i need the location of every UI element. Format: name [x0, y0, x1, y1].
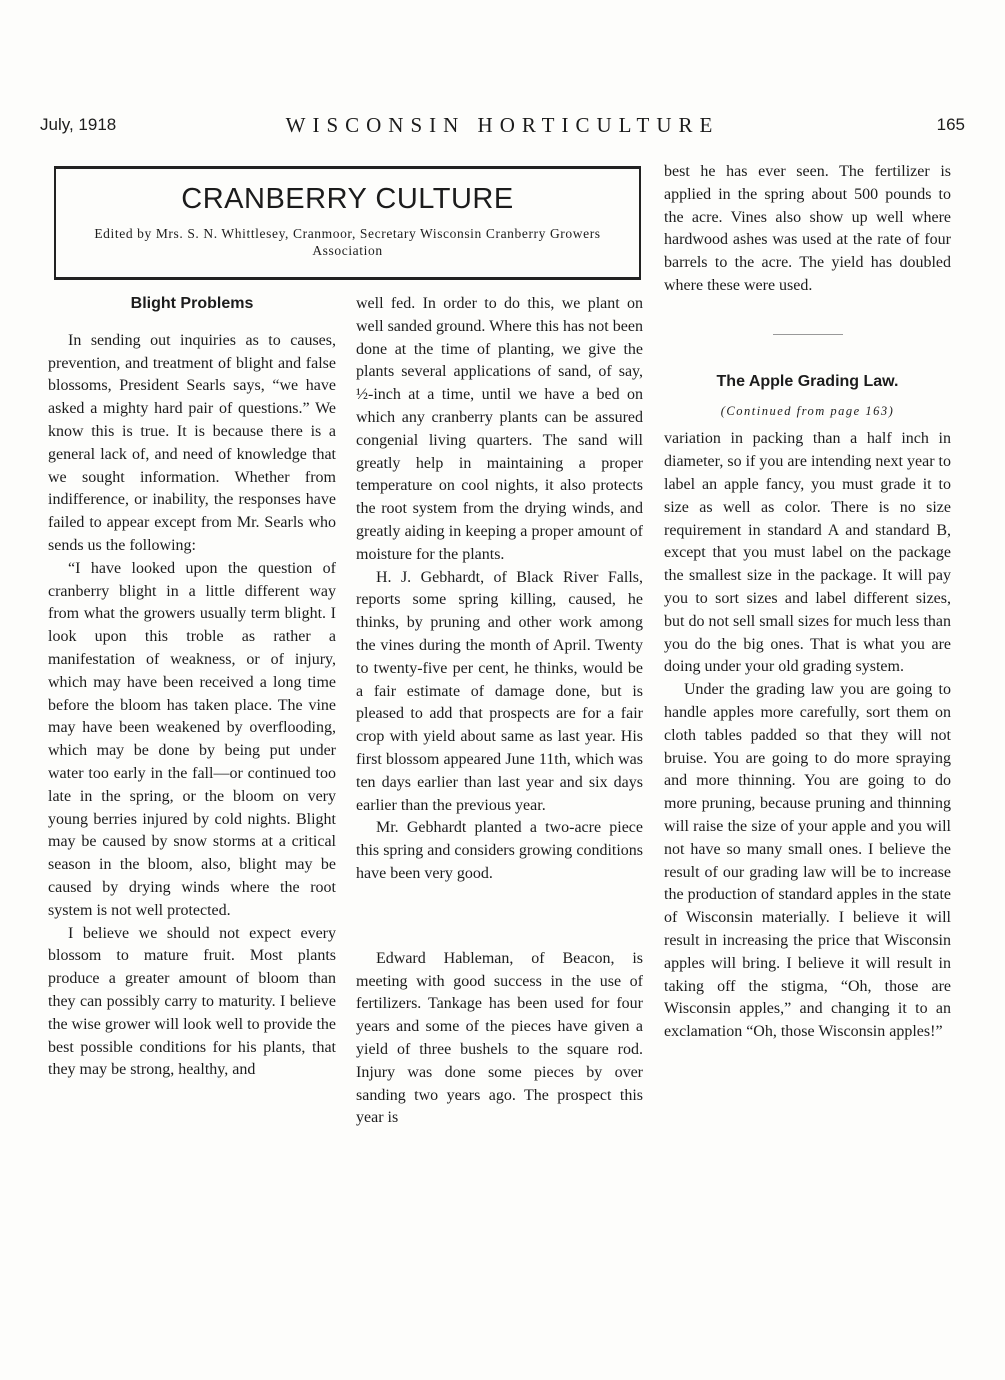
issue-date: July, 1918: [40, 115, 117, 134]
column-3: [664, 161, 951, 1044]
paragraph: “I have looked upon the question of cranberry blight in a little different way from what the growers usually term blight. I look upon this troble as rather a manifestation of weakness, or of injury, which may have been received a long time before the bloom has taken place. The vine may have been weakened by overflooding, which may be done by being put under water too early in the fall—or continued too late in the spring, or the bloom on very young berries injured by cold nights. Blight may be caused by snow storms at a critical season in the bloom, also, blight may be caused by drying winds where the root system is not well protected.: [48, 559, 336, 919]
paragraph: best he has ever seen. The fertilizer is applied in the spring about 500 pounds to the acre. Vines also show up well where hardwood ashes was used at the rate of four barrels to the acre. The yield has doubled where these were used.: [664, 163, 951, 294]
paragraph: variation in packing than a half inch in diameter, so if you are intending next year to label an apple fancy, you must grade it to size as well as color. There is no size requirement in standard A and standard B, except that you must label on the package the smallest size in the package. It will pay you to sort sizes and label different sizes, but do not sell small sizes for much less than you do the big ones. That is what you are doing under your old grading system.: [664, 430, 951, 676]
department-header-box: [54, 166, 641, 280]
article-heading-apple-grading: The Apple Grading Law.: [716, 372, 899, 390]
paragraph: In sending out inquiries as to causes, prevention, and treatment of blight and false blossoms, President Searls says, “we have asked a mighty hard pair of questions.” We know this is true. It is because there is a general lack of, and need of knowledge that we sought information. Whether from indifference, or inability, the responses have failed to appear except from Mr. Searls who sends us the following:: [48, 331, 336, 554]
running-head: [40, 115, 965, 139]
page-number: 165: [936, 115, 965, 134]
paragraph: Edward Hableman, of Beacon, is meeting with good success in the use of fertilizers. Tankage has been used for four years and some of the pieces have given a yield of three bushels to the square rod. Injury was done some pieces by over sanding two years ago. The prospect this year is: [356, 949, 643, 1127]
paragraph: Mr. Gebhardt planted a two-acre piece this spring and considers growing conditions have been very good.: [356, 819, 643, 882]
column-1: [48, 293, 336, 1082]
column-2: [356, 293, 643, 1130]
article-heading-blight: Blight Problems: [130, 295, 254, 312]
continued-note: (Continued from page 163): [720, 403, 895, 418]
paragraph: I believe we should not expect every blossom to mature fruit. Most plants produce a greater amount of bloom than they can possibly carry to maturity. I believe the wise grower will look well to provide the best possible conditions for his plants, that they may be strong, healthy, and: [48, 924, 336, 1079]
paragraph: well fed. In order to do this, we plant on well sanded ground. Where this has not been done at the time of planting, we give the plants several applications of sand, of say, ½-inch at a time, until we have a bed on which any cranberry plants can be assured congenial living quarters. The sand will greatly help in maintaining a proper temperature on cool nights, it also protects the root system from the drying winds, and greatly aiding in keeping a proper amount of moisture for the plants.: [356, 295, 643, 563]
journal-title: WISCONSIN HORTICULTURE: [285, 113, 720, 137]
paragraph: Under the grading law you are going to handle apples more carefully, sort them on cloth tables padded so that they will not bruise. You are going to do more spraying and more thinning. You are going to do more pruning, because pruning and thinning will raise the size of your apple and you will not have so many small ones. I believe the result of our grading law will be to increase the production of standard apples in the state of Wisconsin materially. I believe it will result in increasing the price that Wisconsin apples will bring. I believe it will result in taking off the stigma, “Oh, those are Wisconsin apples,” and changing it to an exclamation “Oh, those Wisconsin apples!”: [664, 681, 951, 1041]
department-title: CRANBERRY CULTURE: [181, 183, 514, 215]
section-divider: [773, 334, 843, 335]
paragraph: H. J. Gebhardt, of Black River Falls, reports some spring killing, caused, he thinks, by pruning and other work among the vines during the month of April. Twenty to twenty-five per cent, he thinks, would be a fair estimate of damage done, but is pleased to add that prospects are for a fair crop with yield about same as last year. His first blossom appeared June 11th, which was ten days earlier than last year and six days earlier than the previous year.: [356, 568, 643, 814]
department-editor-line: Edited by Mrs. S. N. Whittlesey, Cranmoor, Secretary Wisconsin Cranberry Growers Association: [94, 226, 601, 258]
paragraph-gap: [356, 886, 643, 948]
